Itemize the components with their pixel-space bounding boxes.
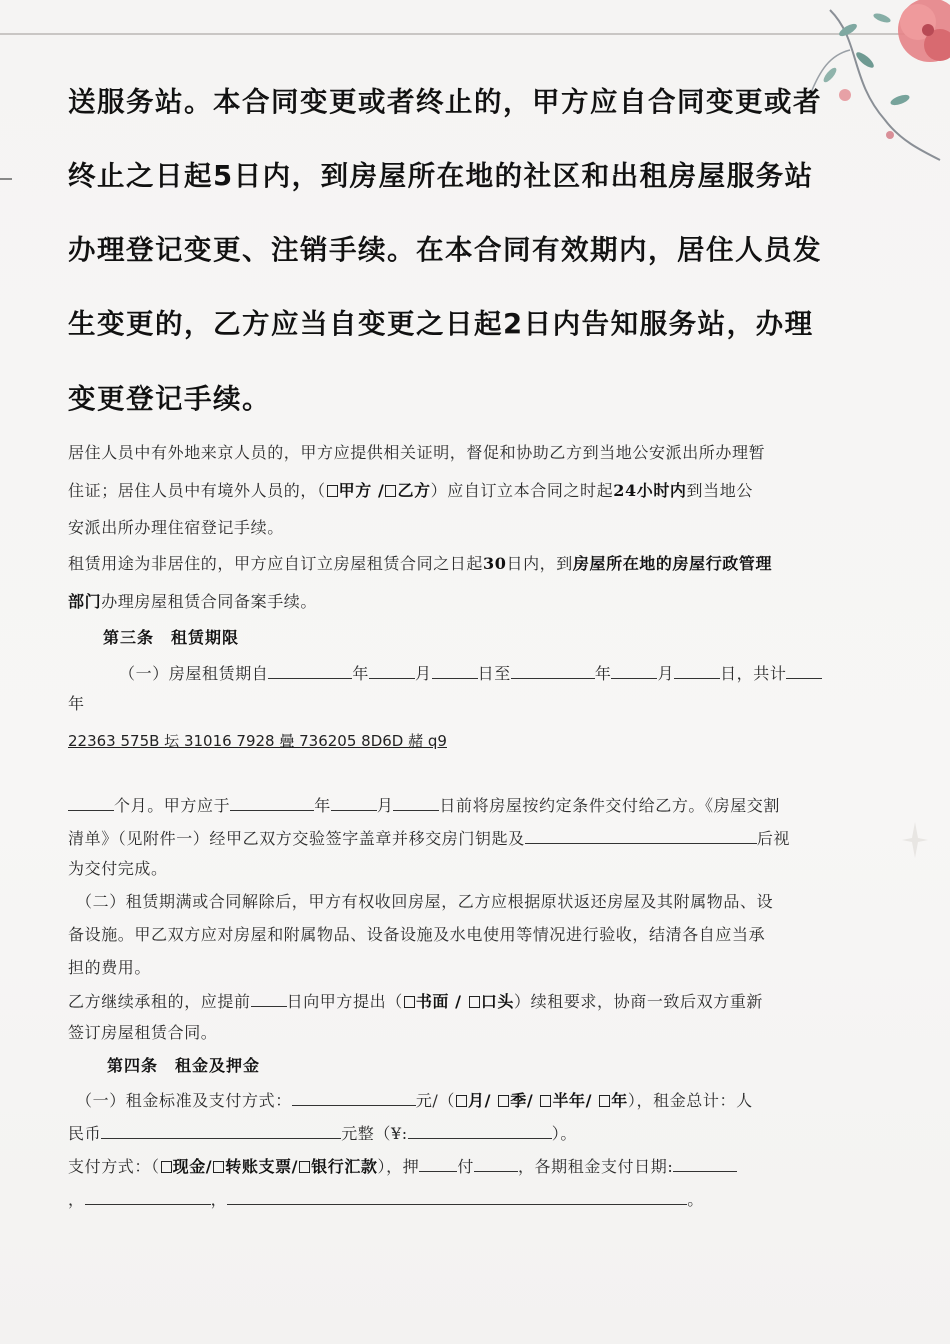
blank-field[interactable] bbox=[674, 664, 720, 679]
text-span: 租赁用途为非居住的，甲方应自订立房屋租赁合同之日起 bbox=[68, 554, 484, 573]
paragraph-line: 年 bbox=[68, 694, 85, 713]
paragraph-line: 签订房屋租赁合同。 bbox=[68, 1023, 218, 1042]
text-span: （一）房屋租赁期自 bbox=[119, 664, 269, 683]
emphasis-text: 房屋所在地的房屋行政管理 bbox=[572, 554, 773, 573]
paragraph-line bbox=[68, 556, 888, 572]
separator: / bbox=[371, 481, 385, 500]
checkbox[interactable] bbox=[213, 1161, 224, 1173]
text-span: 日 bbox=[720, 664, 737, 683]
text-span: ）应自订立本合同之时起 bbox=[430, 481, 614, 500]
checkbox[interactable] bbox=[456, 1095, 467, 1107]
text-span: 住证；居住人员中有境外人员的，（ bbox=[68, 481, 326, 500]
option-label: 乙方 bbox=[397, 481, 431, 500]
blank-field[interactable] bbox=[68, 796, 114, 811]
text-span: 日前将房屋按约定条件交付给乙方。《房屋交割 bbox=[439, 796, 781, 815]
option-label: 半年/ bbox=[552, 1091, 593, 1110]
body-text-line: 变更登记手续。 bbox=[68, 383, 271, 415]
paragraph-line bbox=[68, 796, 888, 814]
option-label: 转账支票/ bbox=[225, 1157, 299, 1176]
option-label: 季/ bbox=[510, 1091, 534, 1110]
text-span: ， bbox=[210, 1190, 228, 1209]
blank-field[interactable] bbox=[268, 664, 352, 679]
garbled-text: 22363 575B 坛 31016 7928 曡 736205 8D6D 赭 q9 bbox=[68, 732, 447, 750]
checkbox[interactable] bbox=[599, 1095, 610, 1107]
emphasis-text: 部门 bbox=[68, 592, 102, 611]
text-span: 日 bbox=[477, 664, 495, 683]
emphasis-text: 30 bbox=[483, 554, 507, 573]
blank-field[interactable] bbox=[786, 664, 822, 679]
blank-field[interactable] bbox=[292, 1091, 416, 1106]
blank-field[interactable] bbox=[230, 796, 314, 811]
paragraph-line bbox=[76, 1091, 896, 1109]
text-span: 月 bbox=[376, 796, 394, 815]
paragraph-line bbox=[119, 664, 879, 682]
blank-field[interactable] bbox=[432, 664, 478, 679]
paragraph-line bbox=[68, 1157, 888, 1175]
text-span: 年 bbox=[594, 664, 612, 683]
text-span: 至 bbox=[494, 664, 511, 683]
checkbox[interactable] bbox=[327, 485, 338, 497]
text-span: 年 bbox=[352, 664, 370, 683]
blank-field[interactable] bbox=[511, 664, 595, 679]
article-4-heading: 第四条 租金及押金 bbox=[107, 1056, 261, 1075]
paragraph-line: （二）租赁期满或合同解除后，甲方有权收回房屋，乙方应根据原状返还房屋及其附属物品、设 bbox=[76, 892, 774, 911]
sparkle-icon bbox=[900, 820, 930, 860]
text-span: 年 bbox=[314, 796, 331, 815]
checkbox[interactable] bbox=[385, 485, 396, 497]
text-span: ），押 bbox=[377, 1157, 420, 1176]
blank-field[interactable] bbox=[251, 992, 287, 1007]
text-span: 到当地公 bbox=[686, 481, 753, 500]
paragraph-line: 居住人员中有外地来京人员的，甲方应提供相关证明，督促和协助乙方到当地公安派出所办理暂 bbox=[68, 443, 766, 462]
article-3-heading: 第三条 租赁期限 bbox=[103, 628, 240, 647]
checkbox[interactable] bbox=[469, 996, 480, 1008]
text-span: 月 bbox=[657, 664, 675, 683]
option-label: 月/ bbox=[468, 1091, 492, 1110]
body-text-line: 生变更的，乙方应当自变更之日起2日内告知服务站，办理 bbox=[68, 308, 814, 340]
text-span: 后视 bbox=[756, 829, 791, 848]
option-label: 年 bbox=[611, 1091, 628, 1110]
text-span: ，各期租金支付日期: bbox=[517, 1157, 674, 1176]
paragraph-line: 担的费用。 bbox=[68, 958, 152, 977]
body-text-line: 办理登记变更、注销手续。在本合同有效期内，居住人员发 bbox=[68, 234, 822, 266]
blank-field[interactable] bbox=[611, 664, 657, 679]
blank-field[interactable] bbox=[673, 1157, 737, 1172]
paragraph-line bbox=[68, 829, 888, 847]
paragraph-line bbox=[68, 1190, 888, 1208]
text-span: ， bbox=[68, 1190, 85, 1209]
option-label: 现金/ bbox=[172, 1157, 213, 1176]
text-span: 民币 bbox=[68, 1124, 102, 1143]
blank-field[interactable] bbox=[331, 796, 377, 811]
paragraph-line: 备设施。甲乙双方应对房屋和附属物品、设备设施及水电使用等情况进行验收，结清各自应当承 bbox=[68, 925, 766, 944]
text-span: 支付方式：（ bbox=[68, 1157, 160, 1176]
text-span: ），租金总计：人 bbox=[627, 1091, 753, 1110]
blank-field[interactable] bbox=[474, 1157, 518, 1172]
blank-field[interactable] bbox=[85, 1190, 211, 1205]
text-span: 个月。甲方应于 bbox=[114, 796, 231, 815]
option-label: 银行汇款 bbox=[311, 1157, 378, 1176]
text-span: 付 bbox=[457, 1157, 474, 1176]
body-text-line: 送服务站。本合同变更或者终止的，甲方应自合同变更或者 bbox=[68, 86, 822, 118]
checkbox[interactable] bbox=[299, 1161, 310, 1173]
paragraph-line: 安派出所办理住宿登记手续。 bbox=[68, 518, 284, 537]
blank-field[interactable] bbox=[408, 1124, 552, 1139]
paragraph-line: 为交付完成。 bbox=[68, 859, 168, 878]
text-span: （一）租金标准及支付方式： bbox=[76, 1091, 292, 1110]
text-span: ）续租要求，协商一致后双方重新 bbox=[514, 992, 764, 1011]
checkbox[interactable] bbox=[161, 1161, 172, 1173]
blank-field[interactable] bbox=[419, 1157, 457, 1172]
blank-field[interactable] bbox=[525, 829, 757, 844]
text-span: 元整（¥: bbox=[341, 1124, 408, 1143]
option-label: 口头 bbox=[480, 992, 515, 1011]
body-text-line: 终止之日起5日内，到房屋所在地的社区和出租房屋服务站 bbox=[68, 160, 814, 192]
blank-field[interactable] bbox=[101, 1124, 341, 1139]
option-label: 甲方 bbox=[338, 481, 372, 500]
option-label: 书面 bbox=[415, 992, 450, 1011]
blank-field[interactable] bbox=[227, 1190, 687, 1205]
margin-mark bbox=[0, 178, 12, 180]
emphasis-text: 24小时内 bbox=[613, 481, 687, 500]
paragraph-line bbox=[68, 992, 888, 1010]
floral-decoration-icon bbox=[790, 0, 950, 170]
paragraph-line bbox=[68, 483, 888, 499]
text-span: 日向甲方提出（ bbox=[286, 992, 403, 1011]
text-span: 。 bbox=[687, 1190, 704, 1209]
checkbox[interactable] bbox=[404, 996, 415, 1008]
text-span: 清单》（见附件一）经甲乙双方交验签字盖章并移交房门钥匙及 bbox=[68, 829, 525, 848]
checkbox[interactable] bbox=[498, 1095, 509, 1107]
text-span: 月 bbox=[415, 664, 432, 683]
text-span: 元/（ bbox=[415, 1091, 456, 1110]
checkbox[interactable] bbox=[540, 1095, 551, 1107]
blank-field[interactable] bbox=[369, 664, 415, 679]
blank-field[interactable] bbox=[393, 796, 439, 811]
paragraph-line bbox=[68, 594, 888, 610]
text-span: ，共计 bbox=[736, 664, 787, 683]
text-span: 日内，到 bbox=[506, 554, 573, 573]
paragraph-line bbox=[68, 1124, 888, 1142]
text-span: 乙方继续承租的，应提前 bbox=[68, 992, 251, 1011]
text-span: 办理房屋租赁合同备案手续。 bbox=[101, 592, 318, 611]
text-span: ）。 bbox=[551, 1124, 577, 1143]
separator: / bbox=[449, 992, 468, 1011]
